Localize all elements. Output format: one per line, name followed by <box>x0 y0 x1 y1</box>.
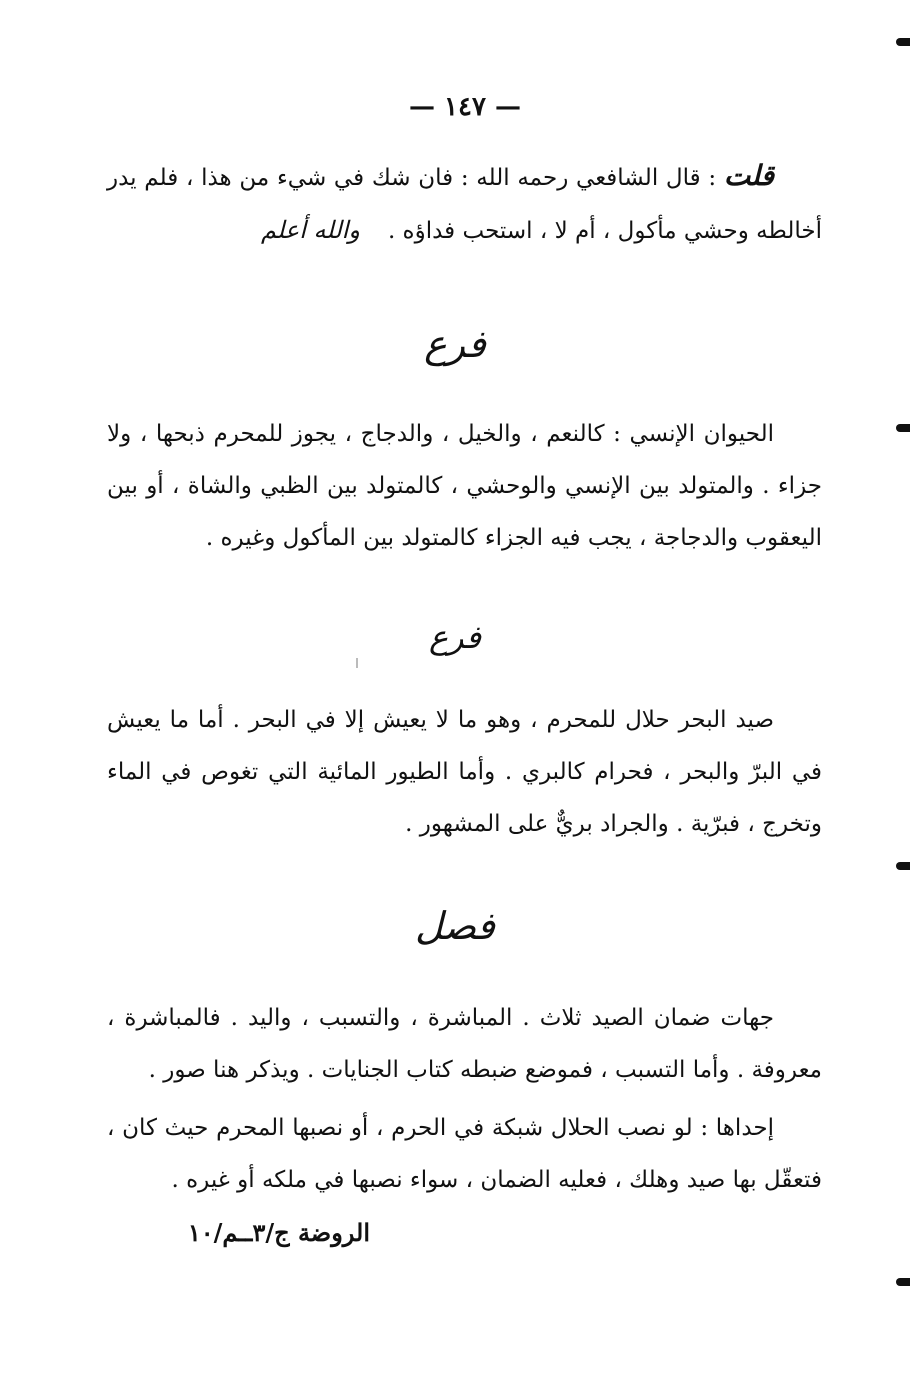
qult-label: قلت <box>723 159 774 192</box>
domestic-animals-text: الحيوان الإنسي : كالنعم ، والخيل ، والدجاج ، يجوز للمحرم ذبحها ، ولا جزاء . والمتولد بين الإنسي والوحشي ، كالمتولد بين الظبي والشاة ، أو بين اليعقوب والدجاجة ، يجب فيه الجزاء كالمتولد بين المأكول وغيره . <box>107 421 822 551</box>
opening-text: : قال الشافعي رحمه الله : فان شك في شيء من هذا ، فلم يدر أخالطه وحشي مأكول ، أم لا ، استحب فداؤه . <box>107 165 822 244</box>
margin-mark <box>896 424 910 432</box>
section-heading-fasl: فصل <box>415 904 495 948</box>
closing-formula: والله أعلم <box>261 216 360 244</box>
margin-mark <box>896 38 910 46</box>
book-signature-footer: الروضة ج/٣ــم/١٠ <box>187 1218 370 1247</box>
first-case-text: إحداها : لو نصب الحلال شبكة في الحرم ، أو نصبها المحرم حيث كان ، فتعقّل بها صيد وهلك ، فعليه الضمان ، سواء نصبها في ملكه أو غيره . <box>107 1115 822 1193</box>
opening-paragraph <box>107 150 822 257</box>
sea-game-text: صيد البحر حلال للمحرم ، وهو ما لا يعيش إلا في البحر . أما ما يعيش في البرّ والبحر ، فحرام كالبري . وأما الطيور المائية التي تغوص في الماء وتخرج ، فبرّية . والجراد بريٌّ على المشهور . <box>107 707 822 837</box>
paragraph-liability <box>107 992 822 1206</box>
paragraph-sea-game <box>107 694 822 850</box>
faint-mark <box>356 658 358 668</box>
section-heading-far-1: فرع <box>424 322 486 366</box>
margin-mark <box>896 1278 910 1286</box>
page-number: — ١٤٧ — <box>408 92 522 122</box>
section-heading-far-2: فرع <box>428 618 482 656</box>
liability-text: جهات ضمان الصيد ثلاث . المباشرة ، والتسبب ، واليد . فالمباشرة ، معروفة . وأما التسبب ، فموضع ضبطه كتاب الجنايات . ويذكر هنا صور . <box>107 1005 822 1083</box>
margin-mark <box>896 862 910 870</box>
paragraph-domestic-animals <box>107 408 822 564</box>
